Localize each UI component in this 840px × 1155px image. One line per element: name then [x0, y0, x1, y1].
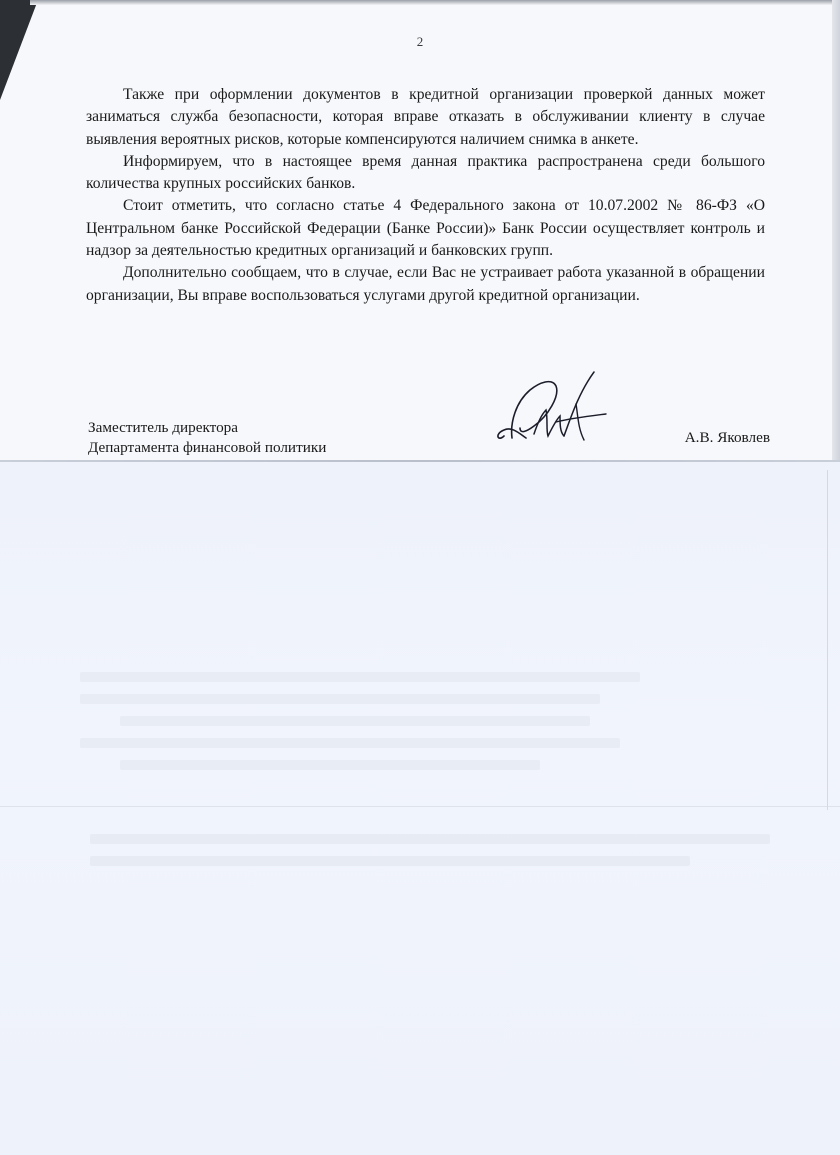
- paragraph: Дополнительно сообщаем, что в случае, если Вас не устраивает работа указанной в обращении организации, Вы вправе воспользоваться услугами другой кредитной организации.: [86, 264, 765, 304]
- folded-lower-panel: [0, 462, 840, 1155]
- scan-dark-corner: [0, 0, 38, 100]
- fold-line: [0, 460, 840, 462]
- bleed-through-text: [90, 856, 690, 866]
- fold-line: [0, 806, 840, 807]
- bleed-through-text: [90, 834, 770, 844]
- letter-body: [86, 84, 765, 307]
- vertical-crease: [827, 470, 828, 810]
- paragraph: Информируем, что в настоящее время данная практика распространена среди большого количества крупных российских банков.: [86, 152, 765, 193]
- handwritten-signature: [490, 364, 610, 460]
- paragraph: Стоит отметить, что согласно статье 4 Федерального закона от 10.07.2002 № 86-ФЗ «О Центральном банке Российской Федерации (Банке России)» Банк России осуществляет контроль и надзор за деятельностью кредитных организаций и банковских групп.: [86, 197, 765, 260]
- bleed-through-text: [80, 738, 620, 748]
- bleed-through-text: [120, 760, 540, 770]
- signatory-title-line-2: Департамента финансовой политики: [88, 439, 327, 456]
- bleed-through-text: [80, 694, 600, 704]
- scan-top-edge: [30, 0, 840, 5]
- paragraph: Также при оформлении документов в кредитной организации проверкой данных может заниматься служба безопасности, которая вправе отказать в обслуживании клиенту в случае выявления вероятных рисков, которые компенсируются наличием снимка в анкете.: [86, 86, 765, 148]
- signatory-title-line-1: Заместитель директора: [88, 419, 238, 436]
- signatory-name: А.В. Яковлев: [684, 429, 770, 446]
- bleed-through-text: [80, 672, 640, 682]
- signatory-title: [88, 418, 326, 458]
- page-number: 2: [416, 34, 424, 49]
- bleed-through-text: [120, 716, 590, 726]
